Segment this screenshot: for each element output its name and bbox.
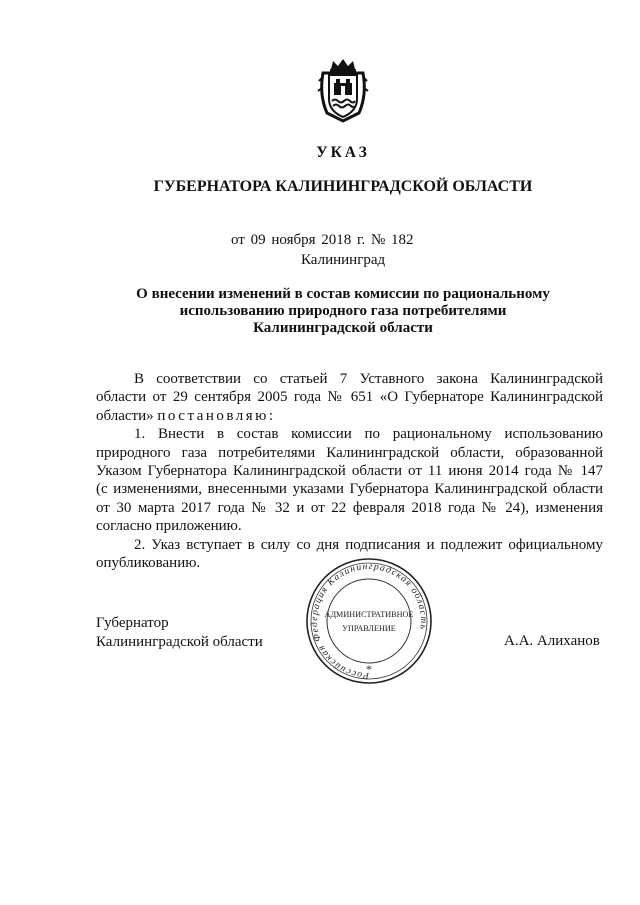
body-line: опубликованию. <box>96 555 201 572</box>
signatory-name: А.А. Алиханов <box>504 633 600 649</box>
body-line: 1. Внести в состав комиссии по рациональному использованию <box>134 426 603 443</box>
coat-of-arms-emblem <box>313 55 373 125</box>
body-text: области» <box>96 407 154 424</box>
official-seal-stamp <box>295 555 443 687</box>
body-line: области от 29 сентября 2005 года № 651 «О Губернаторе Калининградской <box>96 389 603 406</box>
preamble-paragraph <box>96 370 603 425</box>
resolution-word: постановляю: <box>157 407 276 424</box>
body-line: согласно приложению. <box>96 518 242 535</box>
seal-center-line: АДМИНИСТРАТИВНОЕ <box>324 610 414 619</box>
subject-line: использованию природного газа потребителями <box>179 303 507 319</box>
decree-city: Калининград <box>301 252 386 268</box>
signatory-title: Губернатор <box>96 615 169 631</box>
seal-star: * <box>366 662 372 676</box>
body-line <box>58 407 603 425</box>
signatory-position <box>96 614 296 651</box>
subject-line: Калининградской области <box>253 320 433 336</box>
decree-subject <box>0 286 640 337</box>
decree-body <box>96 370 603 572</box>
body-line: В соответствии со статьей 7 Уставного закона Калининградской <box>134 371 603 387</box>
body-line: (с изменениями, внесенными указами Губернатора Калининградской области <box>96 481 603 498</box>
signatory-region: Калининградской области <box>96 633 263 650</box>
body-line: 2. Указ вступает в силу со дня подписания и подлежит официальному <box>134 536 603 553</box>
subject-line: О внесении изменений в состав комиссии по рациональному <box>136 286 550 302</box>
body-line: от 30 марта 2017 года № 32 и от 22 февраля 2018 года № 24), изменения <box>96 499 603 516</box>
decree-title: УКАЗ <box>316 144 370 161</box>
decree-date-number: от 09 ноября 2018 г. № 182 <box>231 232 414 248</box>
body-line: природного газа потребителями Калининградской области, образованной <box>96 444 603 461</box>
seal-center-line: УПРАВЛЕНИЕ <box>342 624 396 633</box>
decree-issuer: ГУБЕРНАТОРА КАЛИНИНГРАДСКОЙ ОБЛАСТИ <box>153 178 533 195</box>
seal-ring-text: Российская Федерация Калининградская область <box>309 561 429 681</box>
body-line: Указом Губернатора Калининградской области от 11 июня 2014 года № 147 <box>96 463 603 480</box>
item-1-paragraph <box>96 425 603 535</box>
